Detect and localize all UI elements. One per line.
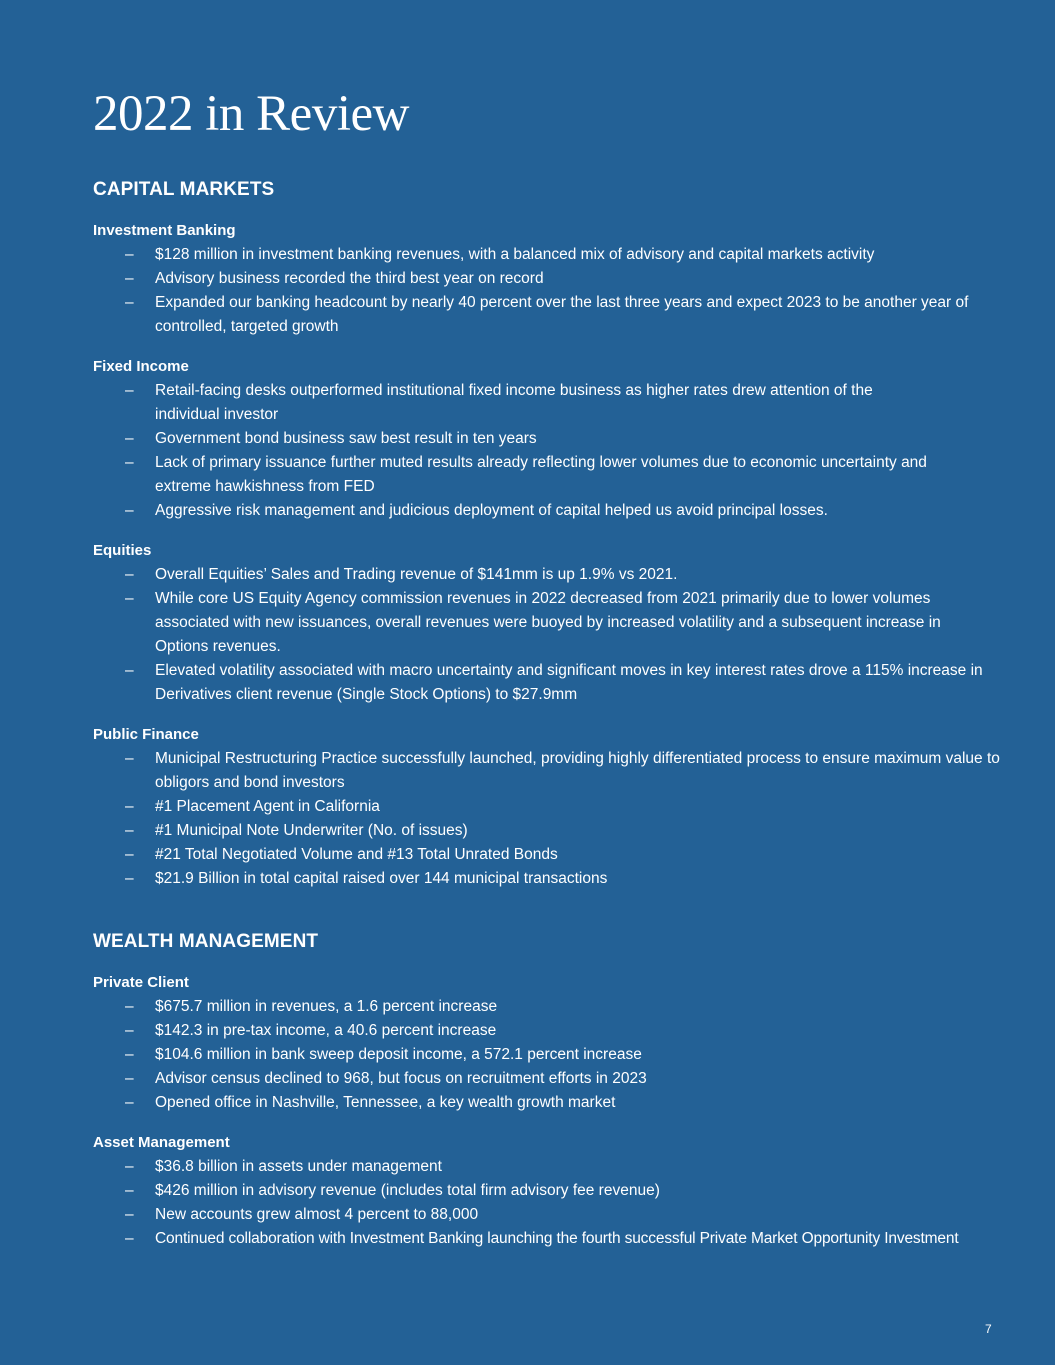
- list-item-text: $36.8 billion in assets under management: [155, 1158, 442, 1175]
- list-item: [93, 291, 1013, 339]
- dash-bullet: –: [125, 1206, 134, 1223]
- list-item: [93, 1155, 1013, 1179]
- list-item-text: New accounts grew almost 4 percent to 88,000: [155, 1206, 479, 1223]
- list-item: [93, 747, 1013, 795]
- dash-bullet: –: [125, 590, 134, 607]
- capital-markets-heading: CAPITAL MARKETS: [93, 179, 275, 200]
- list-item-text: $675.7 million in revenues, a 1.6 percent increase: [155, 998, 498, 1015]
- page-title: 2022 in Review: [93, 86, 409, 142]
- list-item: [93, 1179, 1013, 1203]
- dash-bullet: –: [125, 662, 134, 679]
- fixed-income-title: Fixed Income: [93, 358, 189, 375]
- list-item-text: Retail-facing desks outperformed institutional fixed income business as higher rates drew attention of the individual investor: [155, 382, 873, 423]
- page-number: 7: [985, 1322, 992, 1336]
- asset-management-title: Asset Management: [93, 1134, 230, 1151]
- dash-bullet: –: [125, 1182, 134, 1199]
- asset-management-block: [93, 1131, 1013, 1251]
- list-item: [93, 867, 1013, 891]
- list-item: [93, 379, 1013, 427]
- dash-bullet: –: [125, 1070, 134, 1087]
- list-item-text: $21.9 Billion in total capital raised over 144 municipal transactions: [155, 870, 608, 887]
- dash-bullet: –: [125, 382, 134, 399]
- list-item: [93, 563, 1013, 587]
- dash-bullet: –: [125, 1046, 134, 1063]
- list-item-text: While core US Equity Agency commission revenues in 2022 decreased from 2021 primarily due to lower volumes associated with new issuances, overall revenues were buoyed by increased volatility and a subsequent increase in Options revenues.: [155, 590, 941, 655]
- dash-bullet: –: [125, 270, 134, 287]
- list-item-text: Expanded our banking headcount by nearly 40 percent over the last three years and expect 2023 to be another year of controlled, targeted growth: [155, 294, 969, 335]
- dash-bullet: –: [125, 1158, 134, 1175]
- list-item: [93, 819, 1013, 843]
- list-item-text: Government bond business saw best result in ten years: [155, 430, 537, 447]
- list-item: [93, 1203, 1013, 1227]
- list-item-text: Advisory business recorded the third best year on record: [155, 270, 544, 287]
- dash-bullet: –: [125, 998, 134, 1015]
- private-client-title: Private Client: [93, 974, 189, 991]
- list-item: [93, 1019, 1013, 1043]
- equities-block: [93, 539, 1013, 707]
- list-item: [93, 995, 1013, 1019]
- list-item: [93, 427, 1013, 451]
- capital-markets-section: [93, 178, 1013, 891]
- list-item: [93, 499, 1013, 523]
- dash-bullet: –: [125, 1022, 134, 1039]
- list-item-text: Continued collaboration with Investment Banking launching the fourth successful Private Market Opportunity Investment: [155, 1230, 959, 1247]
- dash-bullet: –: [125, 566, 134, 583]
- list-item: [93, 1091, 1013, 1115]
- fixed-income-list: [93, 379, 1013, 523]
- dash-bullet: –: [125, 246, 134, 263]
- equities-list: [93, 563, 1013, 707]
- private-client-block: [93, 971, 1013, 1115]
- list-item: [93, 243, 1013, 267]
- list-item-text: #1 Municipal Note Underwriter (No. of issues): [155, 822, 468, 839]
- wealth-management-section: [93, 930, 1013, 1251]
- investment-banking-list: [93, 243, 1013, 339]
- list-item: [93, 795, 1013, 819]
- list-item-text: Opened office in Nashville, Tennessee, a key wealth growth market: [155, 1094, 616, 1111]
- list-item: [93, 843, 1013, 867]
- list-item-text: $128 million in investment banking revenues, with a balanced mix of advisory and capital markets activity: [155, 246, 875, 263]
- dash-bullet: –: [125, 750, 134, 767]
- list-item: [93, 1067, 1013, 1091]
- list-item: [93, 267, 1013, 291]
- dash-bullet: –: [125, 430, 134, 447]
- list-item: [93, 451, 1013, 499]
- list-item: [93, 659, 1013, 707]
- dash-bullet: –: [125, 294, 134, 311]
- list-item-text: Municipal Restructuring Practice successfully launched, providing highly differentiated process to ensure maximum value to obligors and bond investors: [155, 750, 1000, 791]
- list-item-text: Elevated volatility associated with macro uncertainty and significant moves in key interest rates drove a 115% increase in Derivatives client revenue (Single Stock Options) to $27.9mm: [155, 662, 983, 703]
- investment-banking-title: Investment Banking: [93, 222, 236, 239]
- investment-banking-block: [93, 219, 1013, 339]
- list-item: [93, 1227, 1013, 1251]
- dash-bullet: –: [125, 454, 134, 471]
- list-item-text: $426 million in advisory revenue (includes total firm advisory fee revenue): [155, 1182, 660, 1199]
- dash-bullet: –: [125, 502, 134, 519]
- public-finance-block: [93, 723, 1013, 891]
- list-item-text: #1 Placement Agent in California: [155, 798, 380, 815]
- list-item-text: Lack of primary issuance further muted results already reflecting lower volumes due to economic uncertainty and extreme hawkishness from FED: [155, 454, 927, 495]
- dash-bullet: –: [125, 1230, 134, 1247]
- list-item: [93, 1043, 1013, 1067]
- equities-title: Equities: [93, 542, 152, 559]
- asset-management-list: [93, 1155, 1013, 1251]
- list-item-text: Advisor census declined to 968, but focus on recruitment efforts in 2023: [155, 1070, 647, 1087]
- dash-bullet: –: [125, 846, 134, 863]
- fixed-income-block: [93, 355, 1013, 523]
- list-item-text: Overall Equities’ Sales and Trading revenue of $141mm is up 1.9% vs 2021.: [155, 566, 678, 583]
- dash-bullet: –: [125, 1094, 134, 1111]
- wealth-management-heading: WEALTH MANAGEMENT: [93, 931, 319, 952]
- list-item-text: $142.3 in pre-tax income, a 40.6 percent increase: [155, 1022, 497, 1039]
- list-item-text: $104.6 million in bank sweep deposit income, a 572.1 percent increase: [155, 1046, 642, 1063]
- list-item-text: #21 Total Negotiated Volume and #13 Total Unrated Bonds: [155, 846, 558, 863]
- public-finance-list: [93, 747, 1013, 891]
- dash-bullet: –: [125, 822, 134, 839]
- dash-bullet: –: [125, 870, 134, 887]
- public-finance-title: Public Finance: [93, 726, 199, 743]
- private-client-list: [93, 995, 1013, 1115]
- list-item: [93, 587, 1013, 659]
- dash-bullet: –: [125, 798, 134, 815]
- list-item-text: Aggressive risk management and judicious deployment of capital helped us avoid principal losses.: [155, 502, 828, 519]
